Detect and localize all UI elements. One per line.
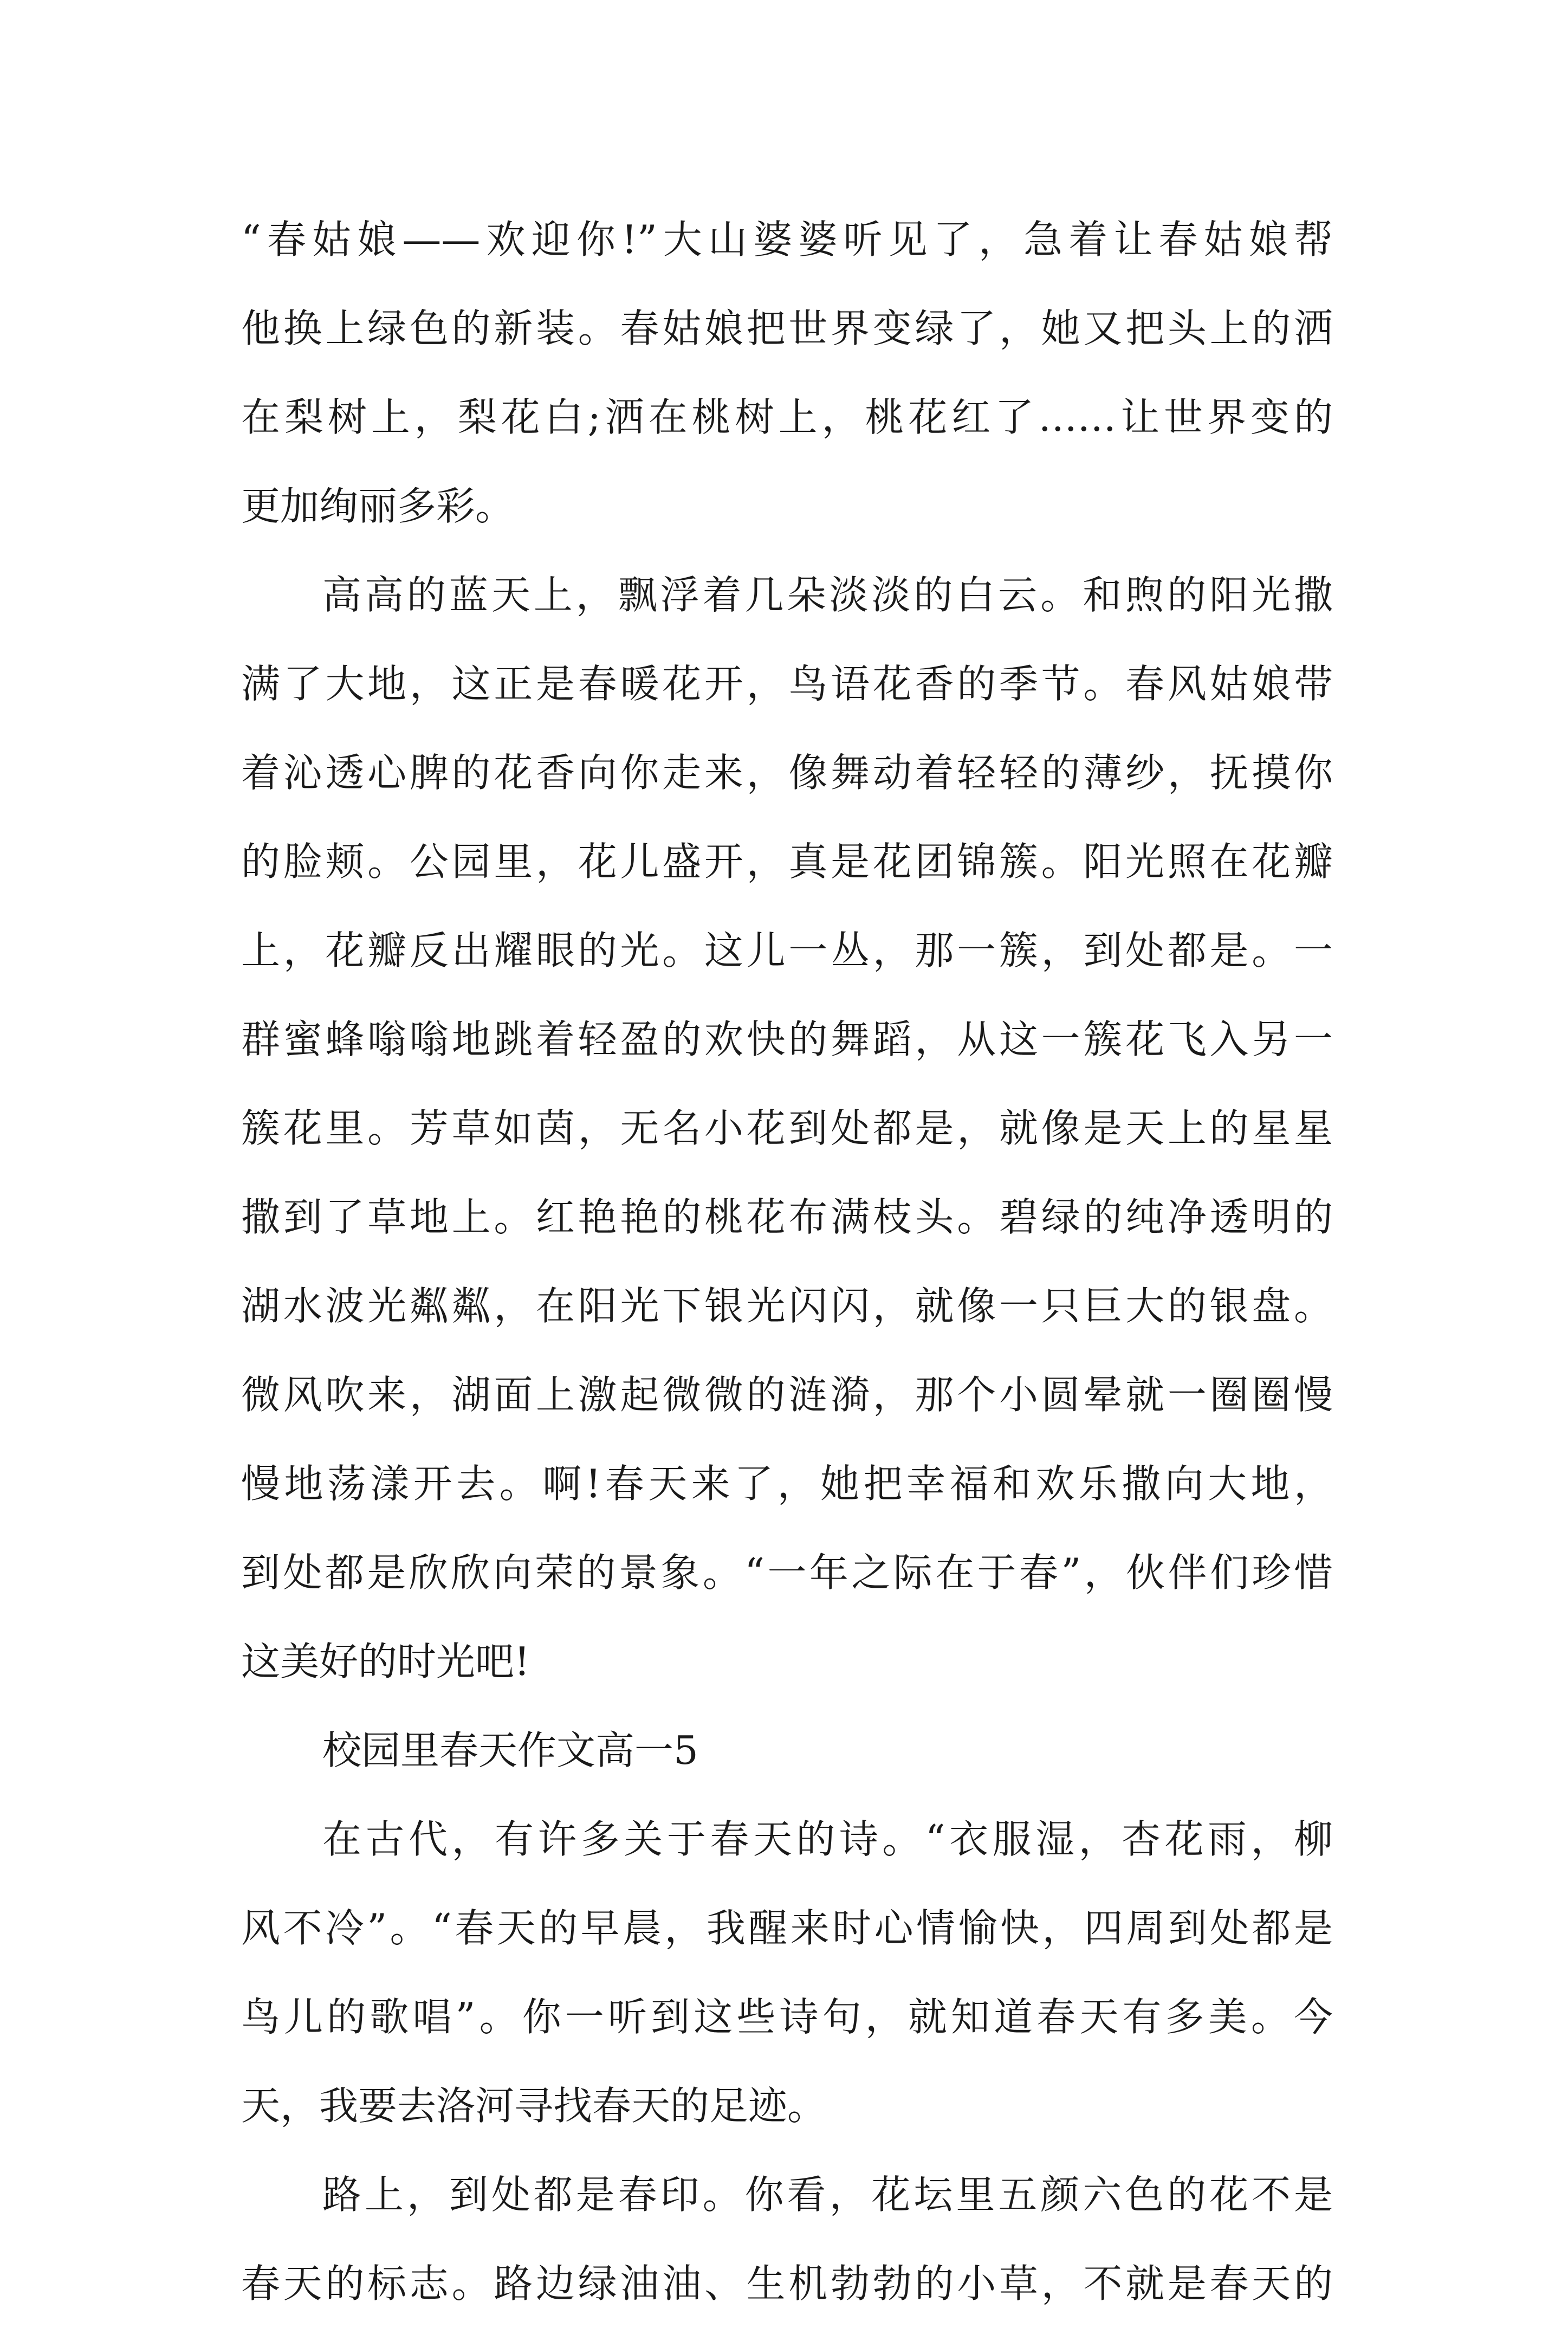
paragraph-line: 着沁透心脾的花香向你走来，像舞动着轻轻的薄纱，抚摸你 — [241, 750, 1333, 796]
paragraph-line: 路上，到处都是春印。你看，花坛里五颜六色的花不是 — [322, 2172, 1333, 2217]
paragraph-line: 微风吹来，湖面上激起微微的涟漪，那个小圆晕就一圈圈慢 — [241, 1372, 1333, 1418]
paragraph-line: 上，花瓣反出耀眼的光。这儿一丛，那一簇，到处都是。一 — [241, 928, 1333, 973]
paragraph-line: 在古代，有许多关于春天的诗。“衣服湿，杏花雨，柳 — [322, 1816, 1333, 1862]
paragraph-line: 高高的蓝天上，飘浮着几朵淡淡的白云。和煦的阳光撒 — [322, 572, 1333, 618]
paragraph-line: 他换上绿色的新装。春姑娘把世界变绿了，她又把头上的洒 — [241, 306, 1333, 351]
paragraph-line: 群蜜蜂嗡嗡地跳着轻盈的欢快的舞蹈，从这一簇花飞入另一 — [241, 1017, 1333, 1062]
paragraph-line: 鸟儿的歌唱”。你一听到这些诗句，就知道春天有多美。今 — [241, 1994, 1333, 2040]
paragraph-line: “春姑娘——欢迎你!”大山婆婆听见了，急着让春姑娘帮 — [241, 217, 1333, 262]
paragraph-line: 的脸颊。公园里，花儿盛开，真是花团锦簇。阳光照在花瓣 — [241, 839, 1333, 884]
paragraph-line: 在梨树上，梨花白;洒在桃树上，桃花红了……让世界变的 — [241, 395, 1333, 440]
paragraph-line: 到处都是欣欣向荣的景象。“一年之际在于春”，伙伴们珍惜 — [241, 1550, 1333, 1595]
paragraph-line: 春天的标志。路边绿油油、生机勃勃的小草，不就是春天的 — [241, 2261, 1333, 2306]
paragraph-line: 湖水波光粼粼，在阳光下银光闪闪，就像一只巨大的银盘。 — [241, 1283, 1333, 1329]
paragraph-line: 天，我要去洛河寻找春天的足迹。 — [241, 2083, 827, 2129]
paragraph-line: 撒到了草地上。红艳艳的桃花布满枝头。碧绿的纯净透明的 — [241, 1194, 1333, 1240]
paragraph-line: 这美好的时光吧! — [241, 1639, 530, 1684]
section-heading: 校园里春天作文高一5 — [322, 1728, 698, 1773]
document-body — [241, 195, 1333, 2328]
paragraph-line: 满了大地，这正是春暖花开，鸟语花香的季节。春风姑娘带 — [241, 661, 1333, 707]
paragraph-line: 风不冷”。“春天的早晨，我醒来时心情愉快，四周到处都是 — [241, 1905, 1333, 1951]
paragraph-line: 更加绚丽多彩。 — [241, 483, 515, 529]
paragraph-line: 慢地荡漾开去。啊!春天来了，她把幸福和欢乐撒向大地， — [241, 1461, 1333, 1506]
paragraph-line: 簇花里。芳草如茵，无名小花到处都是，就像是天上的星星 — [241, 1105, 1333, 1151]
